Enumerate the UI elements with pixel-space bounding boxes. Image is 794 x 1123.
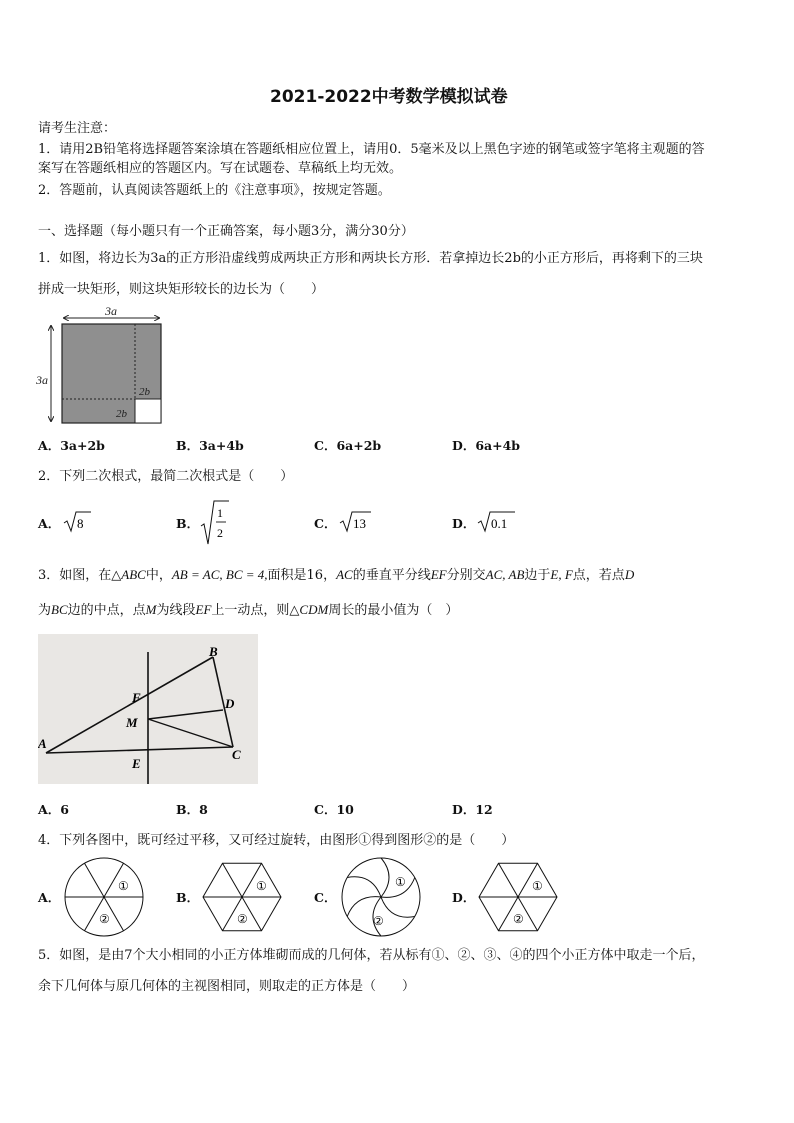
q2-stem: 2．下列二次根式，最简二次根式是（ ） <box>38 469 294 484</box>
q3-point-b: B <box>209 644 218 659</box>
q3-point-m: M <box>126 715 138 730</box>
q3-math: AC <box>336 567 353 582</box>
q3-text: 3．如图，在 <box>38 568 112 583</box>
q3-text: 为 <box>38 603 52 618</box>
q4-c-mark-2: ② <box>373 914 384 928</box>
q3-point-d: D <box>225 696 235 711</box>
q3-option-d[interactable]: D．12 <box>452 802 493 817</box>
q3-option-a[interactable]: A．6 <box>38 802 69 817</box>
notice-line-3: 2．答题前，认真阅读答题纸上的《注意事项》，按规定答题。 <box>38 183 391 198</box>
page-title: 2021-2022中考数学模拟试卷 <box>270 87 508 107</box>
q4-a-mark-1: ① <box>118 879 129 893</box>
q3-text: 周长的最小值为（ ） <box>328 603 459 618</box>
q3-point-c: C <box>232 747 241 762</box>
q3-triangle-photo <box>38 634 258 784</box>
q2-option-c-sqrt[interactable] <box>339 510 373 534</box>
q3-math: EF <box>430 567 447 582</box>
q3-option-c[interactable]: C．10 <box>314 802 354 817</box>
q2-option-c-label[interactable]: C． <box>314 516 337 531</box>
q1-square-figure <box>34 302 174 426</box>
q2-option-a-label[interactable]: A． <box>38 516 61 531</box>
q2-radicand-den: 2 <box>217 526 223 540</box>
q2-radicand-13: 13 <box>353 516 366 531</box>
q3-point-e: E <box>132 756 141 771</box>
q4-c-mark-1: ① <box>395 875 406 889</box>
notice-heading: 请考生注意： <box>38 121 117 136</box>
q4-stem: 4．下列各图中，既可经过平移，又可经过旋转，由图形①得到图形②的是（ ） <box>38 833 515 848</box>
q4-option-b-label[interactable]: B． <box>176 890 200 905</box>
q3-text: 面积是16， <box>267 568 337 583</box>
notice-line-1: 1．请用2B铅笔将选择题答案涂填在答题纸相应位置上，请用0．5毫米及以上黑色字迹的钢笔或签字笔将主观题的答 <box>38 142 705 157</box>
q4-option-c-label[interactable]: C． <box>314 890 337 905</box>
q3-math: E, F <box>550 567 573 582</box>
q3-option-b[interactable]: B．8 <box>176 802 208 817</box>
q4-option-a-label[interactable]: A． <box>38 890 61 905</box>
q2-option-a-sqrt[interactable] <box>63 510 93 534</box>
q1-label-left: 3a <box>36 373 48 387</box>
section-heading: 一、选择题（每小题只有一个正确答案，每小题3分，满分30分） <box>38 224 414 239</box>
q3-text: 为线段 <box>156 603 196 618</box>
notice-line-2: 案写在答题纸相应的答题区内。写在试题卷、草稿纸上均无效。 <box>38 161 403 176</box>
q3-text: 边的中点，点 <box>67 603 146 618</box>
q5-stem-line-1: 5．如图，是由7个大小相同的小正方体堆砌而成的几何体，若从标有①、②、③、④的四个小正方体中取走一个后， <box>38 948 705 963</box>
q2-option-b-sqrt[interactable] <box>200 500 232 546</box>
q4-d-mark-1: ① <box>532 879 543 893</box>
q4-b-mark-1: ① <box>256 879 267 893</box>
q3-math: AC, AB <box>485 567 525 582</box>
q3-point-a: A <box>38 736 47 751</box>
q3-math: △ABC <box>111 567 146 582</box>
q2-option-d-sqrt[interactable] <box>477 510 517 534</box>
q3-text: 边于 <box>524 568 551 583</box>
q2-radicand-num: 1 <box>217 506 223 520</box>
q3-text: 点，若点 <box>572 568 625 583</box>
q3-text: 分别交 <box>446 568 486 583</box>
q4-option-a-figure[interactable] <box>62 855 146 939</box>
q3-math: AB = AC, BC = 4, <box>171 567 268 582</box>
q2-option-b-label[interactable]: B． <box>176 516 200 531</box>
q4-option-d-figure[interactable] <box>476 855 560 939</box>
q3-text: 上一动点，则 <box>211 603 290 618</box>
q3-math: EF <box>195 602 212 617</box>
q1-option-d[interactable]: D．6a+4b <box>452 438 521 453</box>
q4-option-c-figure[interactable] <box>339 855 423 939</box>
q1-label-inner-right: 2b <box>139 386 150 398</box>
q1-option-a[interactable]: A．3a+2b <box>38 438 105 453</box>
q3-math: M <box>145 602 157 617</box>
q3-point-f: F <box>132 690 141 705</box>
q5-stem-line-2: 余下几何体与原几何体的主视图相同，则取走的正方体是（ ） <box>38 979 416 994</box>
q4-d-mark-2: ② <box>513 912 524 926</box>
q1-option-b[interactable]: B．3a+4b <box>176 438 244 453</box>
q3-math: △CDM <box>289 602 329 617</box>
q3-stem-line-2 <box>38 602 458 619</box>
q2-radicand-0-1: 0.1 <box>491 516 508 531</box>
q4-option-d-label[interactable]: D． <box>452 890 476 905</box>
q3-text: 中， <box>145 568 172 583</box>
q3-math: BC <box>51 602 68 617</box>
q1-label-inner-bottom: 2b <box>116 408 127 420</box>
q4-option-b-figure[interactable] <box>200 855 284 939</box>
q1-stem-line-1: 1．如图，将边长为3a的正方形沿虚线剪成两块正方形和两块长方形．若拿掉边长2b的小正方形后，再将剩下的三块 <box>38 251 703 266</box>
q4-b-mark-2: ② <box>237 912 248 926</box>
q1-stem-line-2: 拼成一块矩形，则这块矩形较长的边长为（ ） <box>38 282 325 297</box>
q3-math: D <box>624 567 635 582</box>
q1-label-top: 3a <box>105 304 117 318</box>
q3-text: 的垂直平分线 <box>352 568 431 583</box>
q3-stem-line-1 <box>38 567 634 584</box>
q4-a-mark-2: ② <box>99 912 110 926</box>
q2-option-d-label[interactable]: D． <box>452 516 476 531</box>
q2-radicand-8: 8 <box>77 516 84 531</box>
q1-option-c[interactable]: C．6a+2b <box>314 438 382 453</box>
